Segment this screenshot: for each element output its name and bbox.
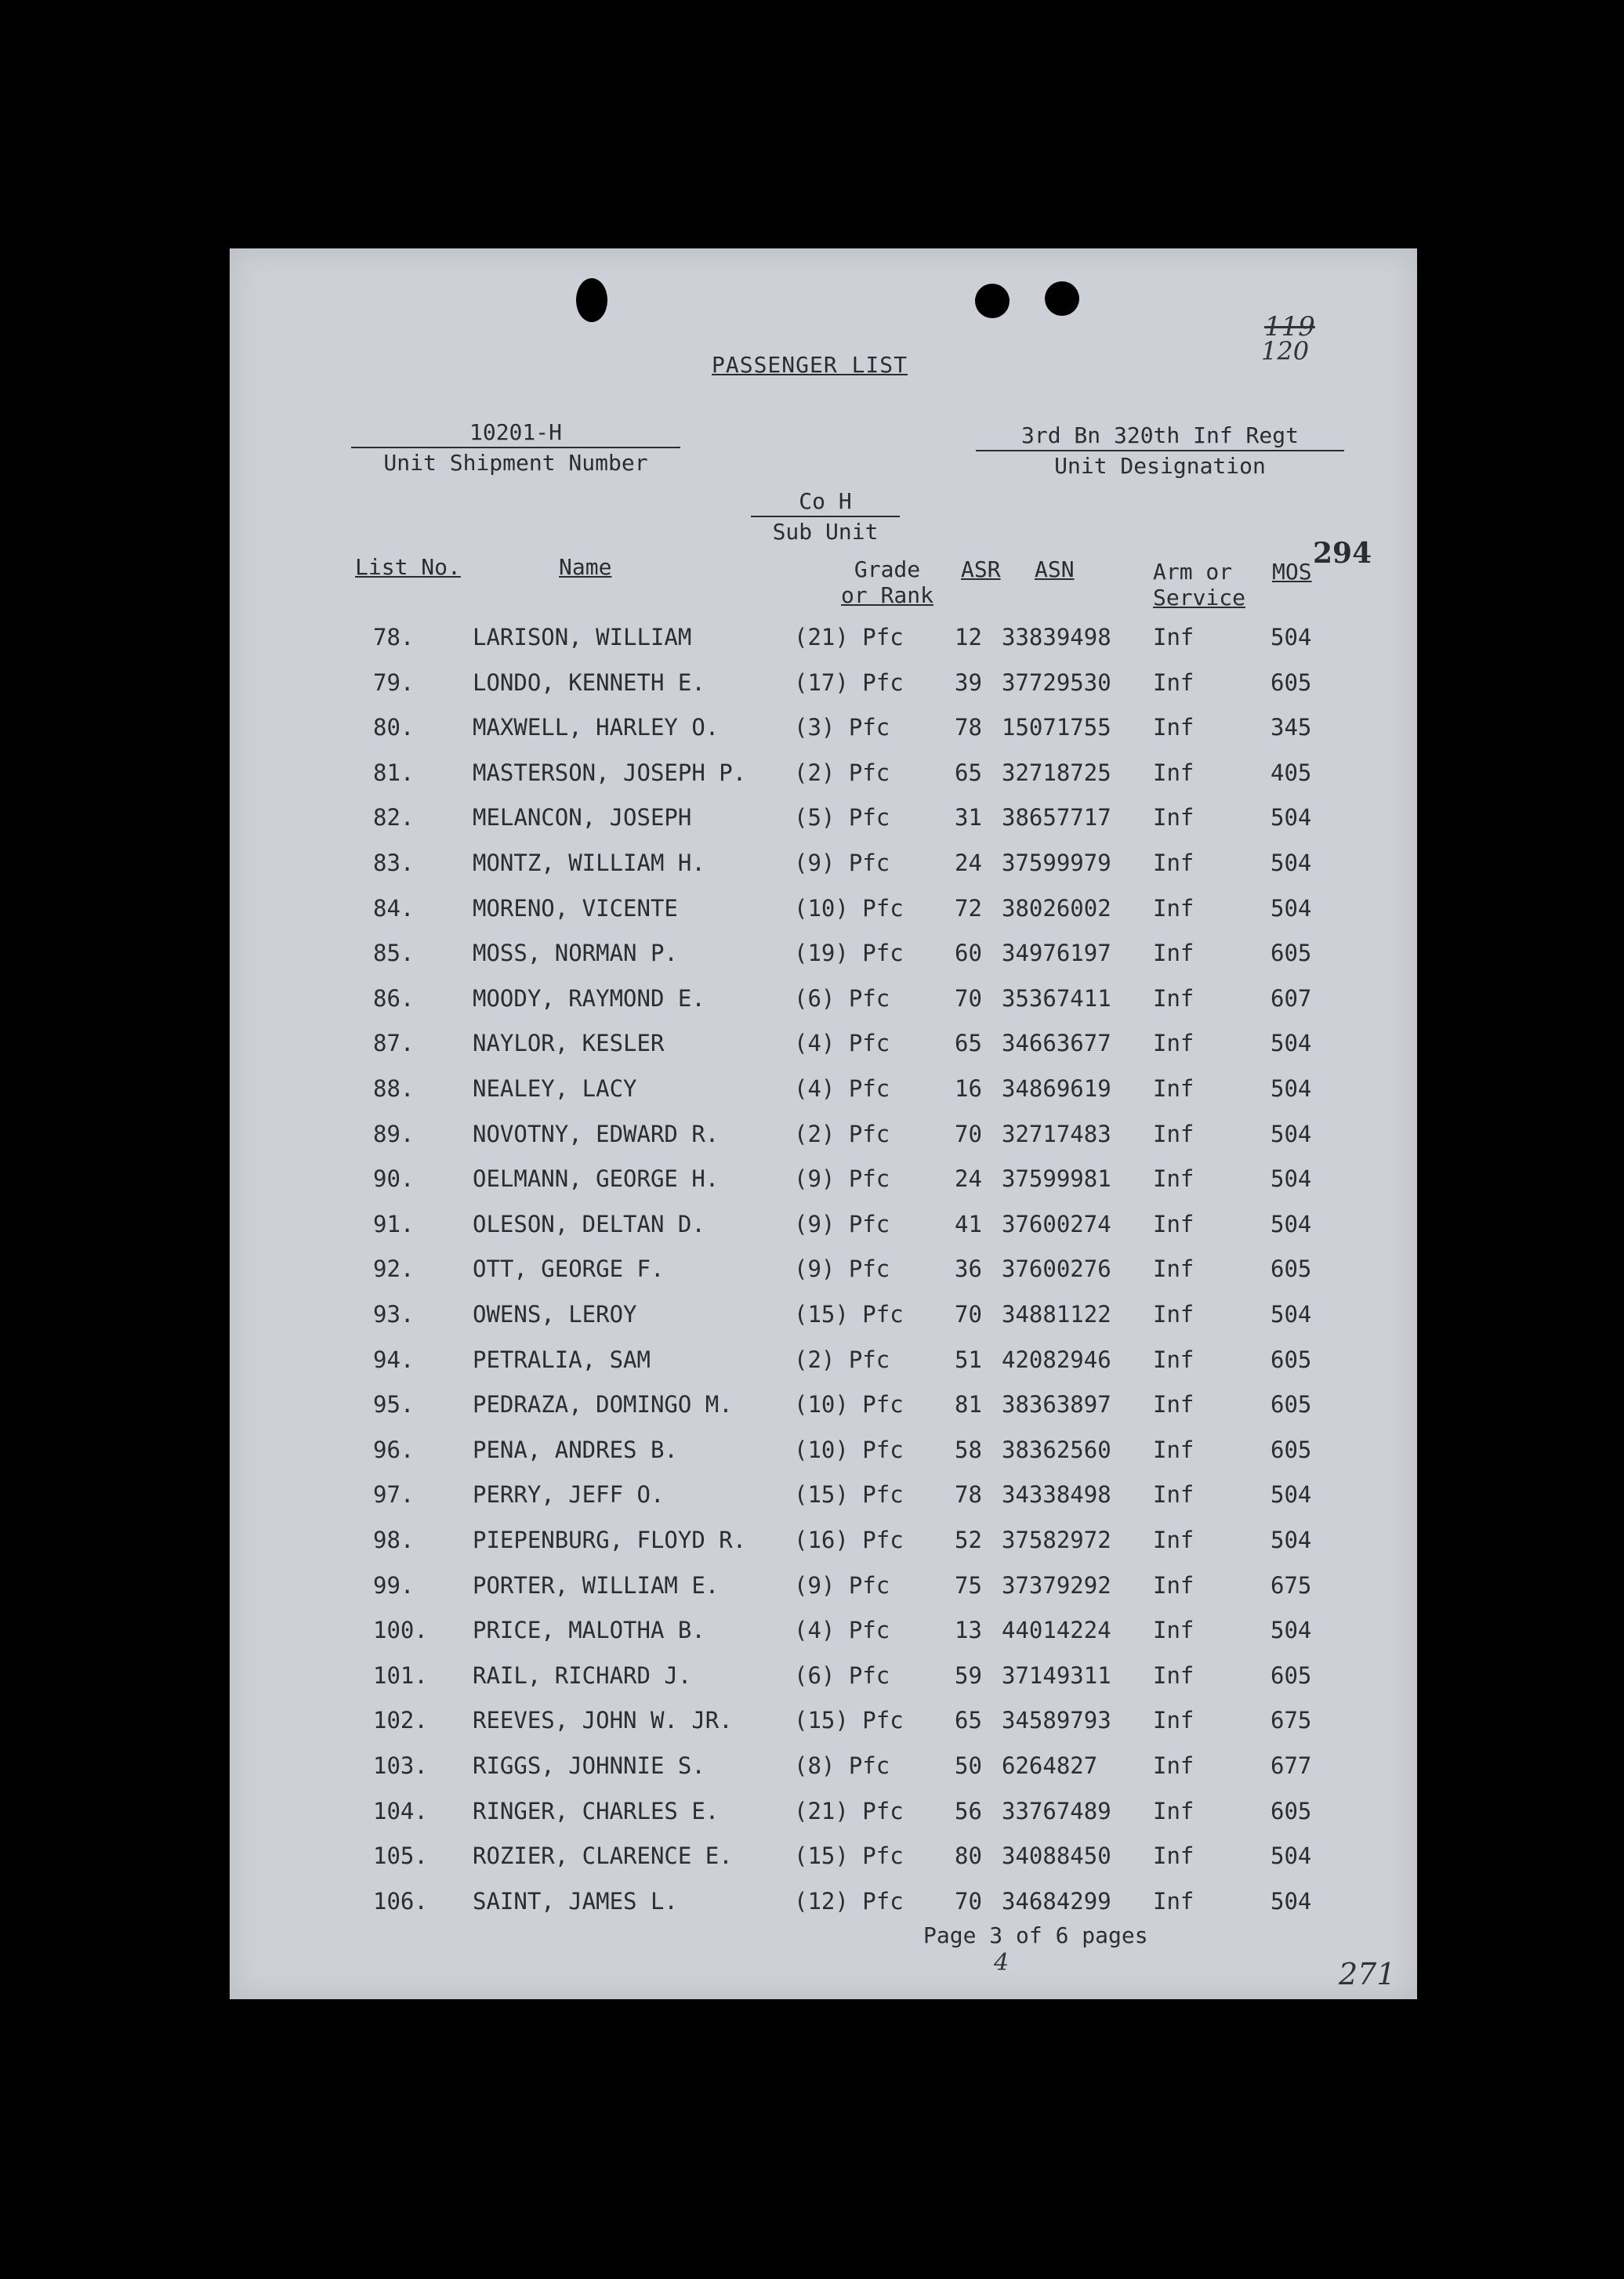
cell-arm: Inf <box>1153 714 1194 741</box>
table-row <box>230 759 1417 804</box>
cell-mos: 504 <box>1271 1301 1312 1328</box>
cell-list-no: 86. <box>373 984 415 1012</box>
cell-asn: 37582972 <box>1002 1527 1111 1553</box>
table-row <box>230 1798 1417 1842</box>
cell-asn: 34088450 <box>1002 1842 1111 1870</box>
cell-mos: 605 <box>1271 1346 1312 1373</box>
header-asr: ASR <box>961 556 1001 582</box>
cell-asr: 13 <box>955 1617 982 1644</box>
cell-list-no: 98. <box>373 1527 415 1553</box>
cell-list-no: 102. <box>373 1707 428 1734</box>
cell-grade: (6) Pfc <box>794 1661 890 1689</box>
sub-unit: Co H <box>751 488 900 517</box>
cell-asn: 34663677 <box>1002 1030 1111 1057</box>
cell-grade: (2) Pfc <box>794 759 890 786</box>
cell-name: PRICE, MALOTHA B. <box>473 1617 705 1644</box>
cell-arm: Inf <box>1153 1255 1194 1283</box>
cell-list-no: 105. <box>373 1842 428 1870</box>
cell-mos: 504 <box>1271 1887 1312 1915</box>
table-row <box>230 1662 1417 1707</box>
cell-mos: 675 <box>1271 1707 1312 1734</box>
cell-mos: 605 <box>1271 1661 1312 1689</box>
cell-mos: 504 <box>1271 1842 1312 1870</box>
cell-grade: (9) Pfc <box>794 850 890 876</box>
cell-list-no: 95. <box>373 1391 415 1418</box>
cell-arm: Inf <box>1153 1436 1194 1463</box>
table-row <box>230 1617 1417 1661</box>
cell-asn: 6264827 <box>1002 1752 1098 1779</box>
cell-mos: 504 <box>1271 1481 1312 1509</box>
cell-list-no: 78. <box>373 624 415 650</box>
cell-asr: 41 <box>955 1210 982 1237</box>
cell-asn: 38657717 <box>1002 804 1111 832</box>
cell-asr: 36 <box>955 1255 982 1283</box>
handwritten-folio-number: 271 <box>1339 1957 1396 1991</box>
cell-asn: 33767489 <box>1002 1797 1111 1824</box>
cell-mos: 605 <box>1271 1797 1312 1824</box>
cell-grade: (4) Pfc <box>794 1030 890 1057</box>
table-row <box>230 1481 1417 1526</box>
footer-page: Page 3 of 6 pages <box>923 1922 1148 1948</box>
cell-asn: 34589793 <box>1002 1707 1111 1734</box>
cell-asr: 72 <box>955 894 982 922</box>
header-asn: ASN <box>1035 556 1075 582</box>
cell-grade: (5) Pfc <box>794 804 890 832</box>
cell-mos: 504 <box>1271 624 1312 650</box>
handwritten-struck-number: 119 <box>1264 311 1315 342</box>
cell-list-no: 84. <box>373 894 415 922</box>
cell-mos: 605 <box>1271 1391 1312 1418</box>
cell-grade: (10) Pfc <box>794 1391 904 1418</box>
cell-arm: Inf <box>1153 1210 1194 1237</box>
header-grade-line1: Grade <box>854 556 921 582</box>
unit-designation-field <box>976 422 1344 479</box>
cell-name: SAINT, JAMES L. <box>473 1887 678 1915</box>
table-row <box>230 1391 1417 1436</box>
cell-grade: (8) Pfc <box>794 1752 890 1779</box>
cell-asr: 81 <box>955 1391 982 1418</box>
cell-arm: Inf <box>1153 1842 1194 1870</box>
handwritten-number: 120 <box>1261 336 1310 366</box>
cell-arm: Inf <box>1153 668 1194 696</box>
cell-arm: Inf <box>1153 894 1194 922</box>
cell-list-no: 101. <box>373 1661 428 1689</box>
footer-handwritten-page: 4 <box>994 1949 1010 1976</box>
cell-name: NEALEY, LACY <box>473 1075 637 1102</box>
cell-asr: 12 <box>955 624 982 650</box>
cell-grade: (15) Pfc <box>794 1301 904 1328</box>
shipment-number: 10201-H <box>351 419 680 448</box>
header-arm-line1: Arm or <box>1153 559 1233 585</box>
cell-mos: 605 <box>1271 668 1312 696</box>
cell-grade: (10) Pfc <box>794 894 904 922</box>
cell-list-no: 82. <box>373 804 415 832</box>
cell-asn: 37599979 <box>1002 850 1111 876</box>
cell-list-no: 96. <box>373 1436 415 1463</box>
header-name: Name <box>559 554 612 580</box>
cell-name: LONDO, KENNETH E. <box>473 668 705 696</box>
cell-arm: Inf <box>1153 1165 1194 1193</box>
cell-name: PENA, ANDRES B. <box>473 1436 678 1463</box>
cell-grade: (21) Pfc <box>794 624 904 650</box>
cell-name: PORTER, WILLIAM E. <box>473 1571 720 1599</box>
cell-list-no: 85. <box>373 940 415 967</box>
cell-asr: 65 <box>955 759 982 786</box>
cell-grade: (2) Pfc <box>794 1346 890 1373</box>
cell-asr: 70 <box>955 1887 982 1915</box>
cell-name: OTT, GEORGE F. <box>473 1255 665 1283</box>
cell-asn: 37600274 <box>1002 1210 1111 1237</box>
cell-mos: 504 <box>1271 850 1312 876</box>
cell-mos: 675 <box>1271 1571 1312 1599</box>
table-row <box>230 1211 1417 1255</box>
cell-arm: Inf <box>1153 1346 1194 1373</box>
cell-name: PETRALIA, SAM <box>473 1346 651 1373</box>
cell-arm: Inf <box>1153 850 1194 876</box>
cell-asr: 65 <box>955 1030 982 1057</box>
cell-name: RINGER, CHARLES E. <box>473 1797 720 1824</box>
cell-grade: (9) Pfc <box>794 1165 890 1193</box>
table-row <box>230 1121 1417 1165</box>
cell-asn: 34976197 <box>1002 940 1111 967</box>
table-row <box>230 804 1417 849</box>
table-row <box>230 624 1417 668</box>
cell-name: MOSS, NORMAN P. <box>473 940 678 967</box>
cell-grade: (10) Pfc <box>794 1436 904 1463</box>
punch-hole-left <box>576 278 607 322</box>
cell-name: MOODY, RAYMOND E. <box>473 984 705 1012</box>
cell-arm: Inf <box>1153 940 1194 967</box>
cell-list-no: 89. <box>373 1120 415 1147</box>
cell-list-no: 93. <box>373 1301 415 1328</box>
table-row <box>230 850 1417 894</box>
cell-list-no: 81. <box>373 759 415 786</box>
cell-arm: Inf <box>1153 1120 1194 1147</box>
cell-asr: 70 <box>955 1120 982 1147</box>
cell-grade: (3) Pfc <box>794 714 890 741</box>
sub-unit-label: Sub Unit <box>772 519 879 545</box>
cell-arm: Inf <box>1153 1661 1194 1689</box>
cell-grade: (6) Pfc <box>794 984 890 1012</box>
cell-asr: 16 <box>955 1075 982 1102</box>
cell-name: PERRY, JEFF O. <box>473 1481 665 1509</box>
cell-mos: 345 <box>1271 714 1312 741</box>
cell-asn: 37729530 <box>1002 668 1111 696</box>
cell-arm: Inf <box>1153 1617 1194 1644</box>
cell-mos: 504 <box>1271 1120 1312 1147</box>
cell-asr: 70 <box>955 1301 982 1328</box>
cell-name: ROZIER, CLARENCE E. <box>473 1842 733 1870</box>
cell-list-no: 97. <box>373 1481 415 1509</box>
cell-asr: 31 <box>955 804 982 832</box>
table-row <box>230 1075 1417 1120</box>
cell-name: RIGGS, JOHNNIE S. <box>473 1752 705 1779</box>
cell-asn: 38363897 <box>1002 1391 1111 1418</box>
cell-arm: Inf <box>1153 1391 1194 1418</box>
cell-mos: 605 <box>1271 940 1312 967</box>
cell-asr: 60 <box>955 940 982 967</box>
cell-asr: 51 <box>955 1346 982 1373</box>
table-row <box>230 1346 1417 1391</box>
cell-arm: Inf <box>1153 1075 1194 1102</box>
cell-name: MONTZ, WILLIAM H. <box>473 850 705 876</box>
cell-arm: Inf <box>1153 1707 1194 1734</box>
cell-asn: 34881122 <box>1002 1301 1111 1328</box>
cell-arm: Inf <box>1153 1301 1194 1328</box>
cell-name: RAIL, RICHARD J. <box>473 1661 692 1689</box>
cell-asr: 39 <box>955 668 982 696</box>
document-title: PASSENGER LIST <box>712 352 908 378</box>
cell-arm: Inf <box>1153 1481 1194 1509</box>
cell-list-no: 103. <box>373 1752 428 1779</box>
header-list-no: List No. <box>355 554 461 580</box>
header-grade <box>841 556 933 608</box>
cell-asn: 37599981 <box>1002 1165 1111 1193</box>
cell-mos: 504 <box>1271 1030 1312 1057</box>
cell-name: MELANCON, JOSEPH <box>473 804 692 832</box>
cell-list-no: 106. <box>373 1887 428 1915</box>
cell-list-no: 92. <box>373 1255 415 1283</box>
cell-grade: (9) Pfc <box>794 1571 890 1599</box>
cell-grade: (9) Pfc <box>794 1210 890 1237</box>
punch-hole-right <box>1045 281 1079 316</box>
cell-mos: 504 <box>1271 894 1312 922</box>
cell-asn: 38362560 <box>1002 1436 1111 1463</box>
cell-asn: 37149311 <box>1002 1661 1111 1689</box>
cell-grade: (2) Pfc <box>794 1120 890 1147</box>
table-row <box>230 1437 1417 1481</box>
cell-list-no: 87. <box>373 1030 415 1057</box>
cell-arm: Inf <box>1153 1527 1194 1553</box>
cell-arm: Inf <box>1153 804 1194 832</box>
table-row <box>230 1752 1417 1797</box>
header-arm <box>1153 559 1245 611</box>
header-grade-line2: or Rank <box>841 582 934 608</box>
cell-asn: 15071755 <box>1002 714 1111 741</box>
table-row <box>230 1572 1417 1617</box>
table-row <box>230 1707 1417 1752</box>
cell-mos: 504 <box>1271 1210 1312 1237</box>
cell-asn: 37379292 <box>1002 1571 1111 1599</box>
unit-designation-label: Unit Designation <box>1054 453 1266 479</box>
cell-grade: (15) Pfc <box>794 1481 904 1509</box>
cell-arm: Inf <box>1153 1887 1194 1915</box>
cell-grade: (17) Pfc <box>794 668 904 696</box>
cell-name: MORENO, VICENTE <box>473 894 678 922</box>
table-row <box>230 1165 1417 1210</box>
cell-arm: Inf <box>1153 984 1194 1012</box>
cell-grade: (19) Pfc <box>794 940 904 967</box>
table-row <box>230 895 1417 940</box>
cell-asr: 24 <box>955 850 982 876</box>
shipment-number-field <box>351 419 680 476</box>
cell-mos: 504 <box>1271 804 1312 832</box>
cell-asn: 34338498 <box>1002 1481 1111 1509</box>
cell-mos: 677 <box>1271 1752 1312 1779</box>
cell-mos: 504 <box>1271 1165 1312 1193</box>
cell-asn: 32717483 <box>1002 1120 1111 1147</box>
table-row <box>230 714 1417 759</box>
cell-asn: 37600276 <box>1002 1255 1111 1283</box>
cell-name: OWENS, LEROY <box>473 1301 637 1328</box>
cell-list-no: 83. <box>373 850 415 876</box>
table-row <box>230 1888 1417 1933</box>
table-row <box>230 1301 1417 1346</box>
cell-grade: (12) Pfc <box>794 1887 904 1915</box>
header-mos: MOS <box>1272 559 1312 585</box>
cell-mos: 607 <box>1271 984 1312 1012</box>
cell-asr: 70 <box>955 984 982 1012</box>
table-row <box>230 1255 1417 1300</box>
cell-mos: 605 <box>1271 1255 1312 1283</box>
table-row <box>230 985 1417 1030</box>
cell-name: REEVES, JOHN W. JR. <box>473 1707 733 1734</box>
cell-asr: 80 <box>955 1842 982 1870</box>
cell-name: MASTERSON, JOSEPH P. <box>473 759 747 786</box>
cell-asr: 59 <box>955 1661 982 1689</box>
cell-name: MAXWELL, HARLEY O. <box>473 714 720 741</box>
cell-arm: Inf <box>1153 759 1194 786</box>
cell-mos: 405 <box>1271 759 1312 786</box>
cell-name: PIEPENBURG, FLOYD R. <box>473 1527 747 1553</box>
cell-asn: 35367411 <box>1002 984 1111 1012</box>
cell-asn: 42082946 <box>1002 1346 1111 1373</box>
cell-mos: 504 <box>1271 1075 1312 1102</box>
cell-list-no: 80. <box>373 714 415 741</box>
cell-mos: 504 <box>1271 1617 1312 1644</box>
unit-designation: 3rd Bn 320th Inf Regt <box>976 422 1344 451</box>
cell-list-no: 104. <box>373 1797 428 1824</box>
cell-asn: 34869619 <box>1002 1075 1111 1102</box>
cell-asr: 58 <box>955 1436 982 1463</box>
cell-list-no: 90. <box>373 1165 415 1193</box>
cell-list-no: 94. <box>373 1346 415 1373</box>
document-page <box>230 248 1417 1999</box>
cell-asn: 38026002 <box>1002 894 1111 922</box>
cell-arm: Inf <box>1153 624 1194 650</box>
cell-grade: (4) Pfc <box>794 1075 890 1102</box>
cell-arm: Inf <box>1153 1797 1194 1824</box>
cell-name: OELMANN, GEORGE H. <box>473 1165 720 1193</box>
table-row <box>230 940 1417 984</box>
cell-asr: 78 <box>955 714 982 741</box>
cell-list-no: 91. <box>373 1210 415 1237</box>
cell-grade: (21) Pfc <box>794 1797 904 1824</box>
cell-list-no: 88. <box>373 1075 415 1102</box>
sub-unit-field <box>751 488 900 545</box>
cell-asr: 50 <box>955 1752 982 1779</box>
cell-asr: 75 <box>955 1571 982 1599</box>
cell-name: LARISON, WILLIAM <box>473 624 692 650</box>
table-row <box>230 669 1417 714</box>
cell-grade: (16) Pfc <box>794 1527 904 1553</box>
cell-grade: (4) Pfc <box>794 1617 890 1644</box>
cell-grade: (9) Pfc <box>794 1255 890 1283</box>
cell-name: PEDRAZA, DOMINGO M. <box>473 1391 733 1418</box>
header-arm-line2: Service <box>1153 585 1246 611</box>
cell-arm: Inf <box>1153 1752 1194 1779</box>
cell-asn: 32718725 <box>1002 759 1111 786</box>
stamp-number: 294 <box>1313 537 1372 570</box>
cell-arm: Inf <box>1153 1571 1194 1599</box>
cell-name: NAYLOR, KESLER <box>473 1030 665 1057</box>
cell-asr: 56 <box>955 1797 982 1824</box>
cell-asn: 44014224 <box>1002 1617 1111 1644</box>
cell-asr: 52 <box>955 1527 982 1553</box>
cell-name: OLESON, DELTAN D. <box>473 1210 705 1237</box>
cell-mos: 605 <box>1271 1436 1312 1463</box>
cell-mos: 504 <box>1271 1527 1312 1553</box>
cell-list-no: 100. <box>373 1617 428 1644</box>
punch-hole-center <box>975 284 1010 318</box>
cell-grade: (15) Pfc <box>794 1707 904 1734</box>
table-row <box>230 1842 1417 1887</box>
cell-asr: 78 <box>955 1481 982 1509</box>
cell-list-no: 99. <box>373 1571 415 1599</box>
table-row <box>230 1030 1417 1074</box>
cell-asr: 65 <box>955 1707 982 1734</box>
cell-asn: 33839498 <box>1002 624 1111 650</box>
cell-grade: (15) Pfc <box>794 1842 904 1870</box>
cell-name: NOVOTNY, EDWARD R. <box>473 1120 720 1147</box>
cell-asn: 34684299 <box>1002 1887 1111 1915</box>
cell-list-no: 79. <box>373 668 415 696</box>
cell-arm: Inf <box>1153 1030 1194 1057</box>
shipment-number-label: Unit Shipment Number <box>383 450 648 476</box>
cell-asr: 24 <box>955 1165 982 1193</box>
table-row <box>230 1527 1417 1571</box>
